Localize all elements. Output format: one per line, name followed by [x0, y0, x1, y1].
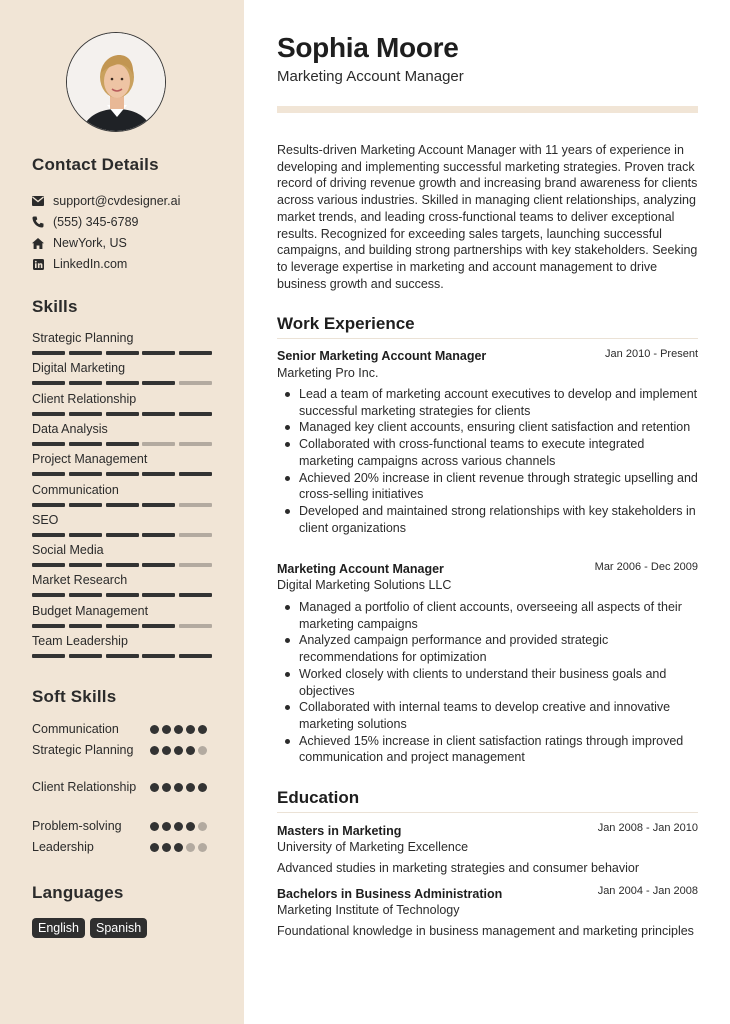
job-dates: Mar 2006 - Dec 2009	[594, 561, 698, 573]
job-bullet: Achieved 20% increase in client revenue through strategic upselling and cross-selling initiatives	[299, 470, 698, 502]
skill-level-segment	[106, 654, 139, 658]
education-school: Marketing Institute of Technology	[277, 903, 460, 917]
rating-dot	[174, 725, 183, 734]
contact-email-text: support@cvdesigner.ai	[53, 194, 181, 208]
job-role: Marketing Account Manager	[277, 562, 444, 576]
soft-skill-rating	[150, 822, 210, 831]
skill-level-segment	[142, 563, 175, 567]
skill-name: Market Research	[32, 573, 128, 588]
soft-skill-rating	[150, 843, 210, 852]
skill-level-segment	[69, 442, 102, 446]
skill-level-segment	[179, 654, 212, 658]
skill-level-bar	[32, 381, 212, 385]
education-degree: Masters in Marketing	[277, 824, 402, 838]
rating-dot	[174, 843, 183, 852]
job-bullet: Worked closely with clients to understand their business goals and objectives	[299, 666, 699, 699]
phone-icon	[32, 216, 44, 228]
education-school: University of Marketing Excellence	[277, 840, 469, 854]
skills-section-title: Skills	[32, 297, 78, 316]
soft-skill-name: Problem-solving	[32, 819, 122, 833]
rating-dot	[162, 725, 171, 734]
skill-level-segment	[179, 563, 212, 567]
skill-level-segment	[106, 472, 139, 476]
skill-name: Digital Marketing	[32, 361, 126, 376]
skill-level-segment	[179, 412, 212, 416]
skill-level-segment	[106, 593, 139, 597]
soft-skill-name: Client Relationship	[32, 780, 137, 794]
languages-section-title: Languages	[32, 883, 124, 902]
skill-level-segment	[106, 503, 139, 507]
section-divider	[277, 812, 698, 813]
contact-linkedin[interactable]	[32, 255, 127, 273]
skill-level-segment	[142, 442, 175, 446]
skill-level-segment	[142, 624, 175, 628]
skill-level-segment	[69, 563, 102, 567]
skill-level-segment	[179, 624, 212, 628]
rating-dot	[198, 725, 207, 734]
skill-level-segment	[32, 624, 65, 628]
job-bullet: Lead a team of marketing account executives to develop and implement successful marketing strategies for clients	[299, 387, 698, 418]
skill-level-segment	[142, 472, 175, 476]
rating-dot	[174, 746, 183, 755]
skill-level-segment	[32, 503, 65, 507]
rating-dot	[198, 843, 207, 852]
rating-dot	[186, 843, 195, 852]
skill-level-segment	[179, 381, 212, 385]
contact-location	[32, 234, 127, 252]
skill-level-bar	[32, 533, 212, 537]
education-dates: Jan 2008 - Jan 2010	[597, 822, 698, 834]
skill-level-segment	[69, 472, 102, 476]
rating-dot	[174, 783, 183, 792]
candidate-title: Marketing Account Manager	[277, 68, 464, 85]
job-bullet: Analyzed campaign performance and provided strategic recommendations for optimization	[299, 632, 699, 665]
job-role: Senior Marketing Account Manager	[277, 349, 487, 363]
skill-level-segment	[179, 533, 212, 537]
soft-skills-section-title: Soft Skills	[32, 687, 117, 706]
soft-skill-name: Strategic Planning	[32, 743, 134, 757]
skill-level-segment	[179, 351, 212, 355]
rating-dot	[186, 725, 195, 734]
skill-level-bar	[32, 442, 212, 446]
header-divider	[277, 106, 698, 113]
skill-level-bar	[32, 503, 212, 507]
contact-section-title: Contact Details	[32, 155, 159, 174]
job-bullet: Collaborated with internal teams to develop creative and innovative marketing solutions	[299, 699, 699, 732]
skill-level-segment	[179, 472, 212, 476]
rating-dot	[150, 843, 159, 852]
skill-name: Social Media	[32, 543, 104, 558]
skill-level-segment	[142, 412, 175, 416]
skill-level-segment	[32, 381, 65, 385]
rating-dot	[150, 746, 159, 755]
education-dates: Jan 2004 - Jan 2008	[597, 885, 698, 897]
rating-dot	[198, 746, 207, 755]
skill-level-segment	[142, 381, 175, 385]
language-list	[32, 918, 152, 938]
soft-skill-rating	[150, 746, 210, 755]
skill-name: Strategic Planning	[32, 331, 134, 345]
skill-level-bar	[32, 624, 212, 628]
skill-level-segment	[106, 442, 139, 446]
skill-level-segment	[69, 533, 102, 537]
skill-level-bar	[32, 472, 212, 476]
skill-level-bar	[32, 563, 212, 567]
job-company: Digital Marketing Solutions LLC	[277, 578, 452, 592]
rating-dot	[186, 746, 195, 755]
linkedin-icon	[32, 258, 44, 270]
job-bullet: Managed key client accounts, ensuring client satisfaction and retention	[299, 419, 699, 436]
job-bullet: Managed a portfolio of client accounts, overseeing all aspects of their marketing campaigns	[299, 599, 699, 632]
rating-dot	[150, 725, 159, 734]
rating-dot	[198, 783, 207, 792]
job-bullet: Collaborated with cross-functional teams to execute integrated marketing campaigns across various channels	[299, 436, 699, 469]
education-description: Foundational knowledge in business management and marketing principles	[277, 924, 694, 938]
rating-dot	[162, 822, 171, 831]
skill-level-segment	[106, 412, 139, 416]
experience-section-title: Work Experience	[277, 314, 415, 333]
candidate-name: Sophia Moore	[277, 32, 459, 63]
contact-phone[interactable]	[32, 213, 138, 231]
profile-summary: Results-driven Marketing Account Manager with 11 years of experience in developing and implementing successful marketing strategies. Proven track record of driving revenue growth and increasing brand awareness for clients across various industries. Skilled in managing client relationships, analyzing market trends, and leading cross-functional teams to deliver exceptional results. Recognized for exceeding sales targets, launching successful campaigns, and building strong partnerships with key stakeholders. Seeking to leverage expertise in marketing and account management to drive business growth and success.	[277, 143, 698, 291]
skill-level-segment	[69, 593, 102, 597]
envelope-icon	[32, 195, 44, 207]
rating-dot	[162, 783, 171, 792]
contact-location-text: NewYork, US	[53, 236, 127, 250]
skill-level-segment	[142, 654, 175, 658]
education-section-title: Education	[277, 788, 360, 807]
soft-skill-rating	[150, 783, 210, 792]
skill-level-segment	[32, 442, 65, 446]
education-description: Advanced studies in marketing strategies and consumer behavior	[277, 861, 640, 875]
skill-name: Budget Management	[32, 603, 149, 618]
home-icon	[32, 237, 44, 249]
rating-dot	[174, 822, 183, 831]
skill-level-segment	[32, 593, 65, 597]
sidebar	[0, 0, 244, 1024]
skill-level-segment	[32, 351, 65, 355]
job-dates: Jan 2010 - Present	[605, 348, 698, 360]
skill-level-segment	[69, 412, 102, 416]
avatar	[66, 32, 166, 132]
job-bullets	[299, 599, 699, 766]
skill-name: SEO	[32, 512, 59, 527]
skill-level-segment	[106, 624, 139, 628]
skill-level-segment	[32, 654, 65, 658]
rating-dot	[150, 783, 159, 792]
soft-skill-name: Leadership	[32, 840, 94, 854]
skill-name: Data Analysis	[32, 421, 108, 436]
skill-level-segment	[69, 624, 102, 628]
job-company: Marketing Pro Inc.	[277, 366, 379, 380]
contact-phone-text: (555) 345-6789	[53, 215, 139, 229]
skill-level-segment	[32, 563, 65, 567]
skill-level-segment	[142, 351, 175, 355]
skill-level-segment	[106, 533, 139, 537]
skill-level-segment	[142, 533, 175, 537]
skill-name: Communication	[32, 482, 119, 497]
skill-level-segment	[69, 654, 102, 658]
skill-level-segment	[179, 503, 212, 507]
rating-dot	[198, 822, 207, 831]
section-divider	[277, 338, 698, 339]
skill-level-segment	[106, 351, 139, 355]
contact-email[interactable]	[32, 192, 180, 210]
profile-photo-icon	[67, 33, 166, 132]
language-badge: Spanish	[90, 918, 147, 938]
skill-level-segment	[179, 593, 212, 597]
rating-dot	[162, 746, 171, 755]
soft-skill-rating	[150, 725, 210, 734]
skill-level-bar	[32, 412, 212, 416]
language-badge: English	[32, 918, 85, 938]
contact-linkedin-text: LinkedIn.com	[53, 257, 128, 271]
rating-dot	[186, 822, 195, 831]
skill-level-segment	[32, 412, 65, 416]
skill-name: Client Relationship	[32, 391, 137, 406]
skill-level-segment	[69, 503, 102, 507]
skill-level-bar	[32, 351, 212, 355]
skill-level-segment	[142, 593, 175, 597]
skill-name: Team Leadership	[32, 634, 128, 648]
job-bullet: Developed and maintained strong relationships with key stakeholders in client organizations	[299, 503, 699, 536]
job-bullet: Achieved 15% increase in client satisfaction ratings through improved communication and project management	[299, 733, 699, 766]
skill-level-bar	[32, 593, 212, 597]
education-degree: Bachelors in Business Administration	[277, 887, 503, 901]
skill-level-segment	[106, 563, 139, 567]
skill-name: Project Management	[32, 452, 148, 467]
rating-dot	[186, 783, 195, 792]
skill-level-bar	[32, 654, 212, 658]
rating-dot	[150, 822, 159, 831]
skill-level-segment	[32, 533, 65, 537]
skill-level-segment	[179, 442, 212, 446]
skill-level-segment	[142, 503, 175, 507]
skill-level-segment	[106, 381, 139, 385]
job-bullets	[299, 386, 699, 536]
skill-level-segment	[69, 381, 102, 385]
skill-level-segment	[32, 472, 65, 476]
skill-level-segment	[69, 351, 102, 355]
soft-skill-name: Communication	[32, 722, 119, 736]
rating-dot	[162, 843, 171, 852]
